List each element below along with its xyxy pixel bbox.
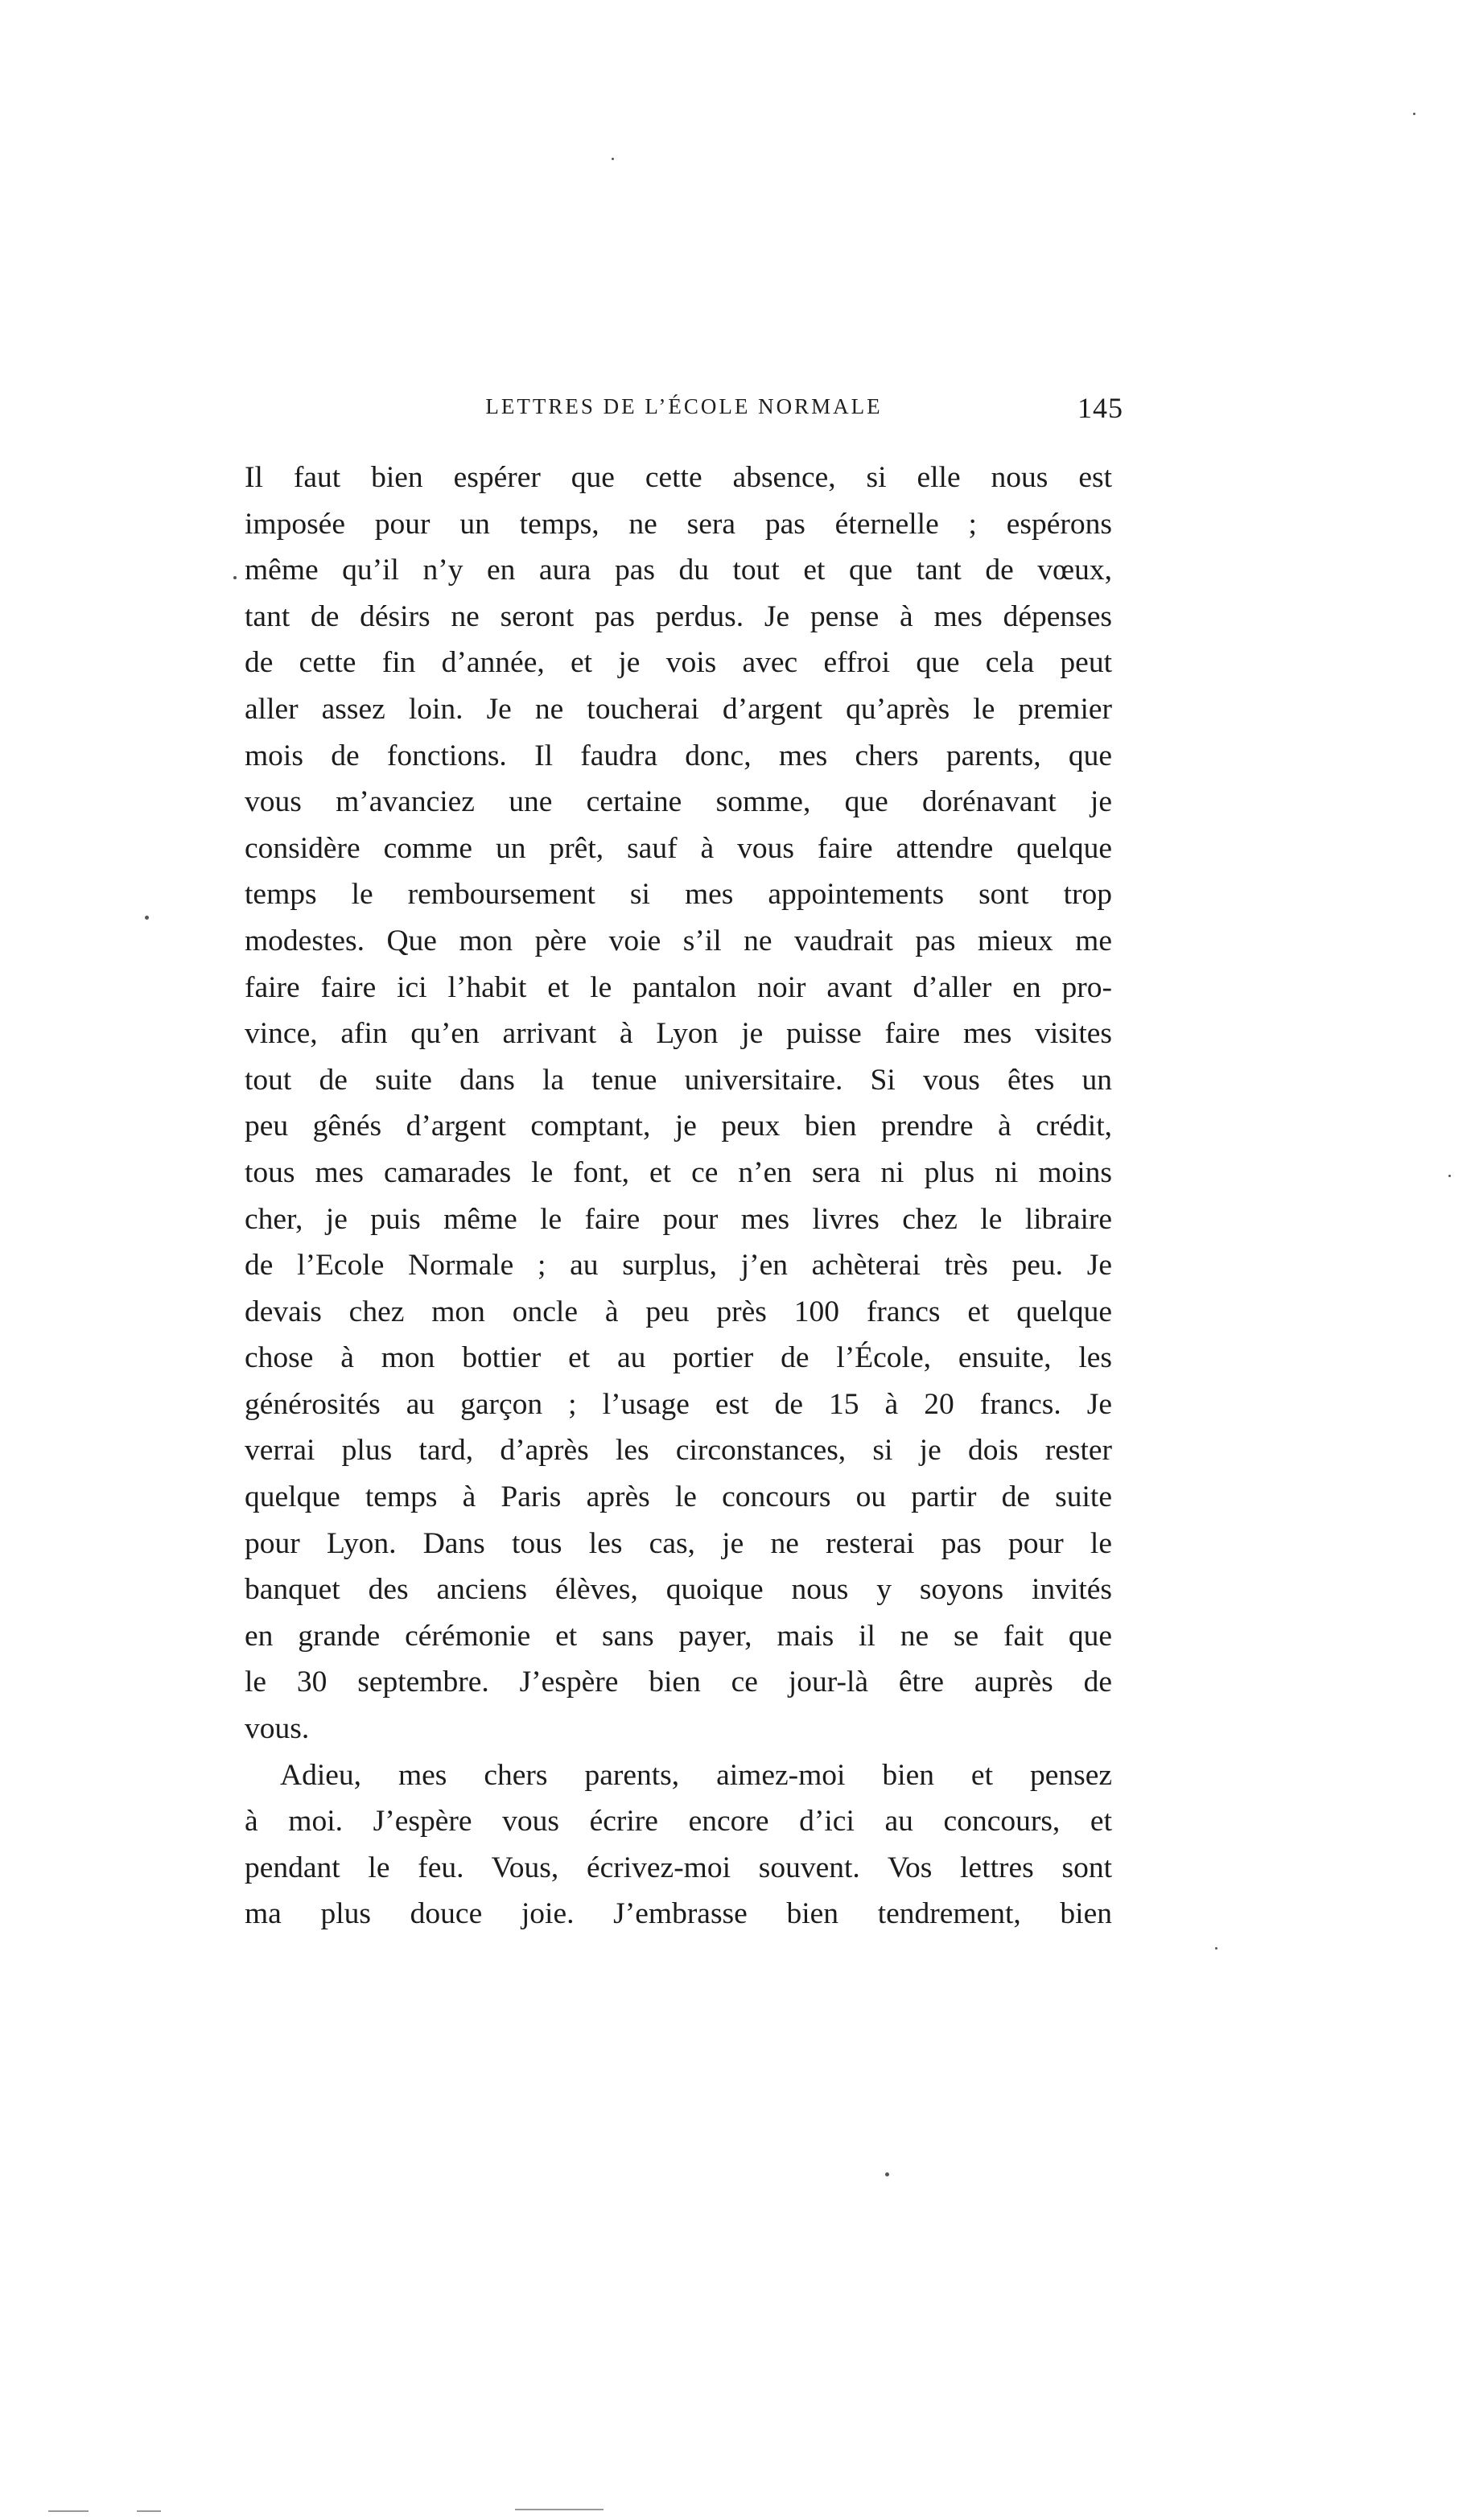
text-line: peu gênés d’argent comptant, je peux bien prendre à crédit, [245, 1110, 1112, 1143]
text-line: modestes. Que mon père voie s’il ne vaudrait pas mieux me [245, 924, 1112, 957]
text-line: pendant le feu. Vous, écrivez-moi souvent. Vos lettres sont [245, 1851, 1112, 1884]
text-line: imposée pour un temps, ne sera pas éternelle ; espérons [245, 507, 1112, 541]
text-line: tous mes camarades le font, et ce n’en sera ni plus ni moins [245, 1155, 1112, 1189]
text-line: aller assez loin. Je ne toucherai d’argent qu’après le premier [245, 692, 1112, 726]
text-line: Adieu, mes chers parents, aimez-moi bien et pensez [280, 1758, 1112, 1792]
text-line: générosités au garçon ; l’usage est de 15 à 20 francs. Je [245, 1387, 1112, 1421]
scan-edge-mark [48, 2510, 89, 2512]
paragraph-2 [245, 1752, 1112, 1937]
scan-speck [885, 2172, 889, 2176]
running-head-title: LETTRES DE L’ÉCOLE NORMALE [485, 394, 883, 418]
text-line: banquet des anciens élèves, quoique nous y soyons invités [245, 1573, 1112, 1607]
text-line: ma plus douce joie. J’embrasse bien tendrement, bien [245, 1897, 1112, 1931]
text-line: même qu’il n’y en aura pas du tout et que tant de vœux, [245, 554, 1112, 587]
text-line: tout de suite dans la tenue universitaire. Si vous êtes un [245, 1063, 1112, 1097]
text-line: temps le remboursement si mes appointements sont trop [245, 878, 1112, 912]
scan-speck [145, 916, 149, 920]
text-line: tant de désirs ne seront pas perdus. Je pense à mes dépenses [245, 599, 1112, 633]
text-line: vince, afin qu’en arrivant à Lyon je puisse faire mes visites [245, 1017, 1112, 1051]
scan-speck [233, 576, 237, 579]
text-line: vous. [245, 1712, 310, 1746]
text-line: pour Lyon. Dans tous les cas, je ne resterai pas pour le [245, 1526, 1112, 1560]
scan-speck [1215, 1947, 1217, 1950]
text-line: en grande cérémonie et sans payer, mais il ne se fait que [245, 1619, 1112, 1653]
text-line: considère comme un prêt, sauf à vous faire attendre quelque [245, 831, 1112, 865]
text-line: mois de fonctions. Il faudra donc, mes chers parents, que [245, 739, 1112, 772]
text-line: verrai plus tard, d’après les circonstances, si je dois rester [245, 1434, 1112, 1468]
text-line: Il faut bien espérer que cette absence, si elle nous est [245, 461, 1112, 494]
text-line: de cette fin d’année, et je vois avec effroi que cela peut [245, 646, 1112, 680]
scan-speck [1413, 113, 1415, 115]
text-line: à moi. J’espère vous écrire encore d’ici au concours, et [245, 1805, 1112, 1839]
text-line: faire faire ici l’habit et le pantalon noir avant d’aller en pro- [245, 970, 1112, 1004]
scan-edge-mark [137, 2510, 161, 2512]
text-line: cher, je puis même le faire pour mes livres chez le libraire [245, 1202, 1112, 1236]
text-line: quelque temps à Paris après le concours ou partir de suite [245, 1480, 1112, 1514]
text-line: chose à mon bottier et au portier de l’École, ensuite, les [245, 1341, 1112, 1375]
page-number: 145 [1077, 392, 1123, 424]
body-text [245, 455, 1112, 1937]
paragraph-1 [245, 455, 1112, 1752]
scan-speck [612, 158, 614, 160]
text-line: le 30 septembre. J’espère bien ce jour-là être auprès de [245, 1666, 1112, 1699]
scan-speck [1448, 1175, 1451, 1177]
text-line: vous m’avanciez une certaine somme, que dorénavant je [245, 785, 1112, 819]
running-head [245, 385, 1123, 433]
text-line: de l’Ecole Normale ; au surplus, j’en achèterai très peu. Je [245, 1249, 1112, 1283]
scan-edge-mark [515, 2509, 604, 2510]
text-line: devais chez mon oncle à peu près 100 francs et quelque [245, 1295, 1112, 1328]
